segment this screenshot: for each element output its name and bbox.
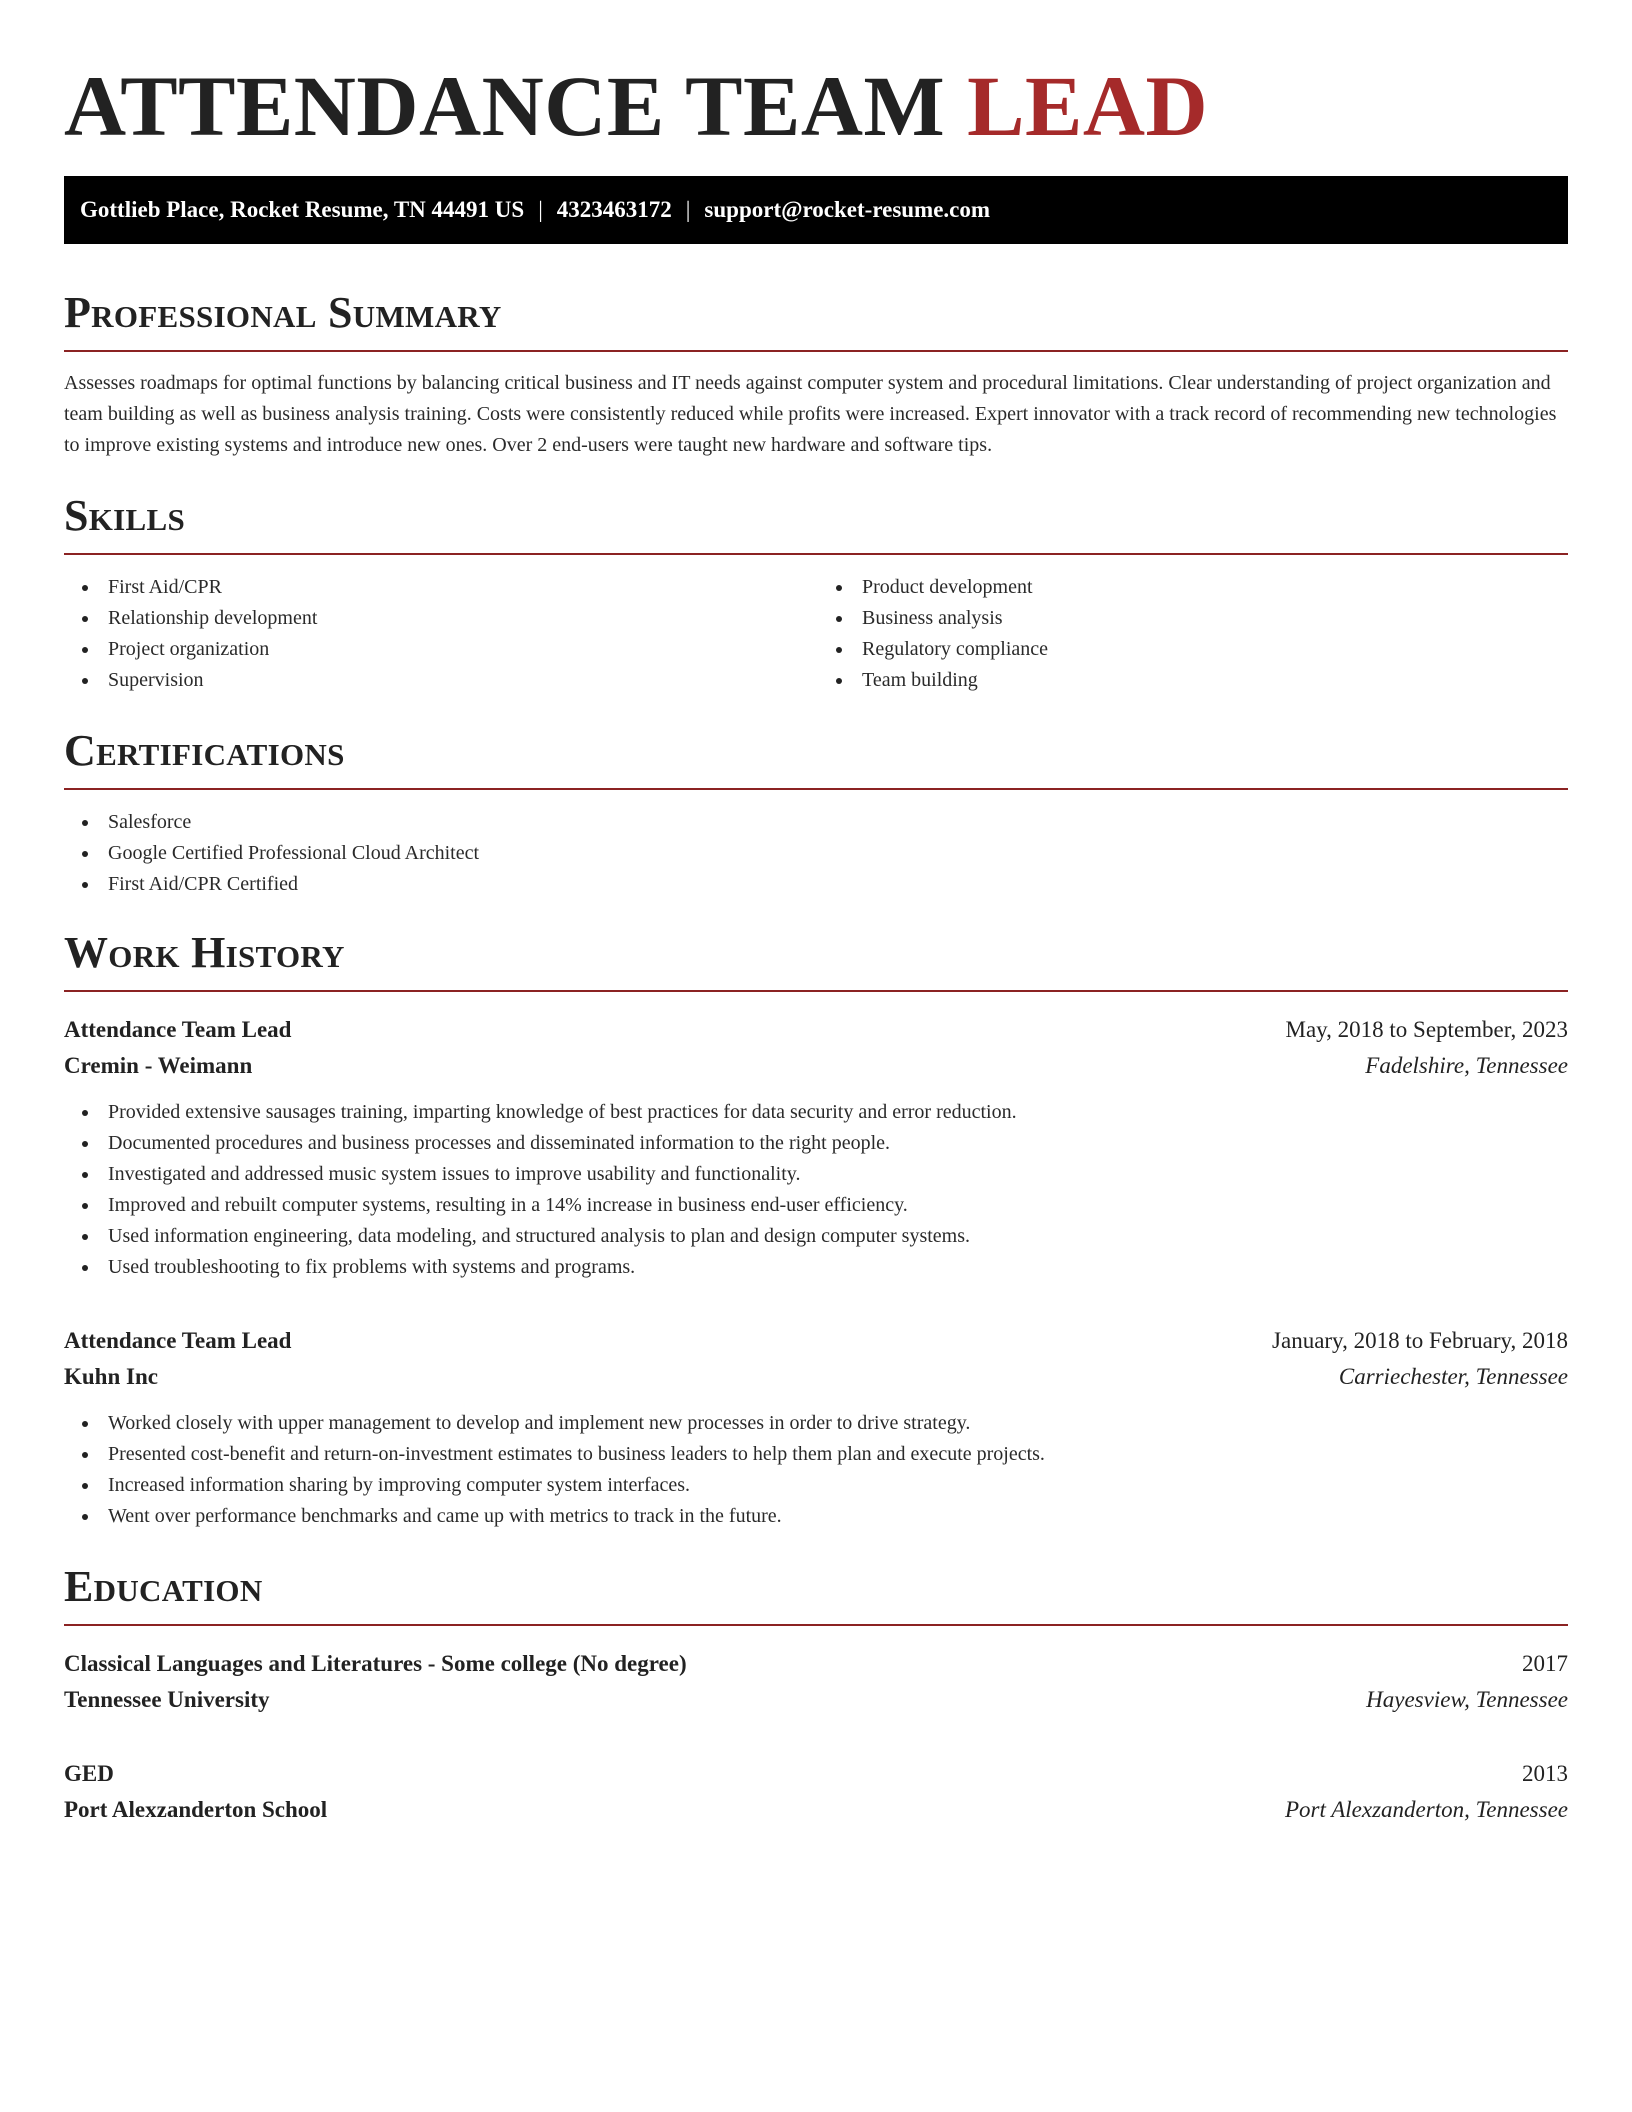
contact-phone[interactable]: 4323463172 <box>556 197 672 222</box>
skill-item: First Aid/CPR <box>64 572 816 603</box>
job-duty-item: Used information engineering, data modeling, and structured analysis to plan and design computer systems. <box>64 1221 1568 1252</box>
name-main: ATTENDANCE TEAM <box>64 58 946 154</box>
job-dates: May, 2018 to September, 2023 <box>1285 1017 1568 1042</box>
certifications-heading: Certifications <box>64 726 1568 790</box>
summary-text: Assesses roadmaps for optimal functions by balancing critical business and IT needs against computer system and procedural limitations. Clear understanding of project organization and team building as well as business analysis training. Costs were consistently reduced while profits were increased. Expert innovator with a track record of recommending new technologies to improve existing systems and introduce new ones. Over 2 end-users were taught new hardware and software tips. <box>64 372 1557 456</box>
education-degree-row <box>64 1756 1568 1792</box>
job-entry <box>64 1323 1568 1532</box>
skills-section <box>64 491 1568 696</box>
job-duties-list <box>64 1097 1568 1283</box>
skills-grid <box>64 572 1568 696</box>
skill-item: Product development <box>818 572 1568 603</box>
job-duty-item: Went over performance benchmarks and came up with metrics to track in the future. <box>64 1501 1568 1532</box>
job-duty-item: Provided extensive sausages training, imparting knowledge of best practices for data security and error reduction. <box>64 1097 1568 1128</box>
contact-bar <box>64 176 1568 244</box>
work-history-heading: Work History <box>64 928 1568 992</box>
name-accent: LEAD <box>967 58 1209 154</box>
contact-separator: | <box>685 197 691 222</box>
job-entry <box>64 1012 1568 1283</box>
job-company: Cremin - Weimann <box>64 1053 253 1078</box>
certification-item: Salesforce <box>64 807 1568 838</box>
skill-item: Supervision <box>64 665 816 696</box>
job-duty-item: Investigated and addressed music system issues to improve usability and functionality. <box>64 1159 1568 1190</box>
education-location: Port Alexzanderton, Tennessee <box>1285 1797 1568 1822</box>
job-duty-item: Used troubleshooting to fix problems with systems and programs. <box>64 1252 1568 1283</box>
education-school: Port Alexzanderton School <box>64 1797 328 1822</box>
education-year: 2017 <box>1522 1651 1568 1676</box>
job-header-row <box>64 1323 1568 1359</box>
job-company: Kuhn Inc <box>64 1364 158 1389</box>
education-degree-row <box>64 1646 1568 1682</box>
skill-item: Relationship development <box>64 603 816 634</box>
certification-item: Google Certified Professional Cloud Architect <box>64 838 1568 869</box>
skill-item: Project organization <box>64 634 816 665</box>
certifications-list <box>64 807 1568 900</box>
skill-item: Team building <box>818 665 1568 696</box>
education-degree: Classical Languages and Literatures - Some college (No degree) <box>64 1651 687 1676</box>
job-location: Carriechester, Tennessee <box>1338 1364 1568 1389</box>
education-degree: GED <box>64 1761 114 1786</box>
job-duty-item: Presented cost-benefit and return-on-investment estimates to business leaders to help them plan and execute projects. <box>64 1439 1568 1470</box>
education-location: Hayesview, Tennessee <box>1366 1687 1568 1712</box>
job-position: Attendance Team Lead <box>64 1017 292 1042</box>
education-school-row <box>64 1792 1568 1828</box>
education-school: Tennessee University <box>64 1687 270 1712</box>
skill-item: Regulatory compliance <box>818 634 1568 665</box>
job-company-row <box>64 1048 1568 1084</box>
certification-item: First Aid/CPR Certified <box>64 869 1568 900</box>
skills-list-left <box>64 572 816 696</box>
job-position: Attendance Team Lead <box>64 1328 292 1353</box>
job-header-row <box>64 1012 1568 1048</box>
education-section <box>64 1562 1568 1828</box>
job-duty-item: Increased information sharing by improving computer system interfaces. <box>64 1470 1568 1501</box>
job-duty-item: Worked closely with upper management to develop and implement new processes in order to drive strategy. <box>64 1408 1568 1439</box>
skills-heading: Skills <box>64 491 1568 555</box>
job-duty-item: Documented procedures and business processes and disseminated information to the right people. <box>64 1128 1568 1159</box>
education-entry <box>64 1646 1568 1718</box>
contact-email[interactable]: support@rocket-resume.com <box>704 197 991 222</box>
skill-item: Business analysis <box>818 603 1568 634</box>
skills-list-right <box>816 572 1568 696</box>
contact-separator: | <box>538 197 543 222</box>
job-duty-item: Improved and rebuilt computer systems, resulting in a 14% increase in business end-user efficiency. <box>64 1190 1568 1221</box>
resume-name <box>64 0 1568 156</box>
education-year: 2013 <box>1522 1761 1568 1786</box>
education-school-row <box>64 1682 1568 1718</box>
summary-heading: Professional Summary <box>64 288 1568 352</box>
work-history-section <box>64 928 1568 1532</box>
job-duties-list <box>64 1408 1568 1532</box>
job-dates: January, 2018 to February, 2018 <box>1272 1328 1568 1353</box>
contact-address: Gottlieb Place, Rocket Resume, TN 44491 US <box>80 197 525 222</box>
summary-section <box>64 288 1568 461</box>
education-heading: Education <box>64 1562 1568 1626</box>
education-entry <box>64 1756 1568 1828</box>
job-location: Fadelshire, Tennessee <box>1365 1053 1568 1078</box>
certifications-section <box>64 726 1568 900</box>
job-company-row <box>64 1359 1568 1395</box>
